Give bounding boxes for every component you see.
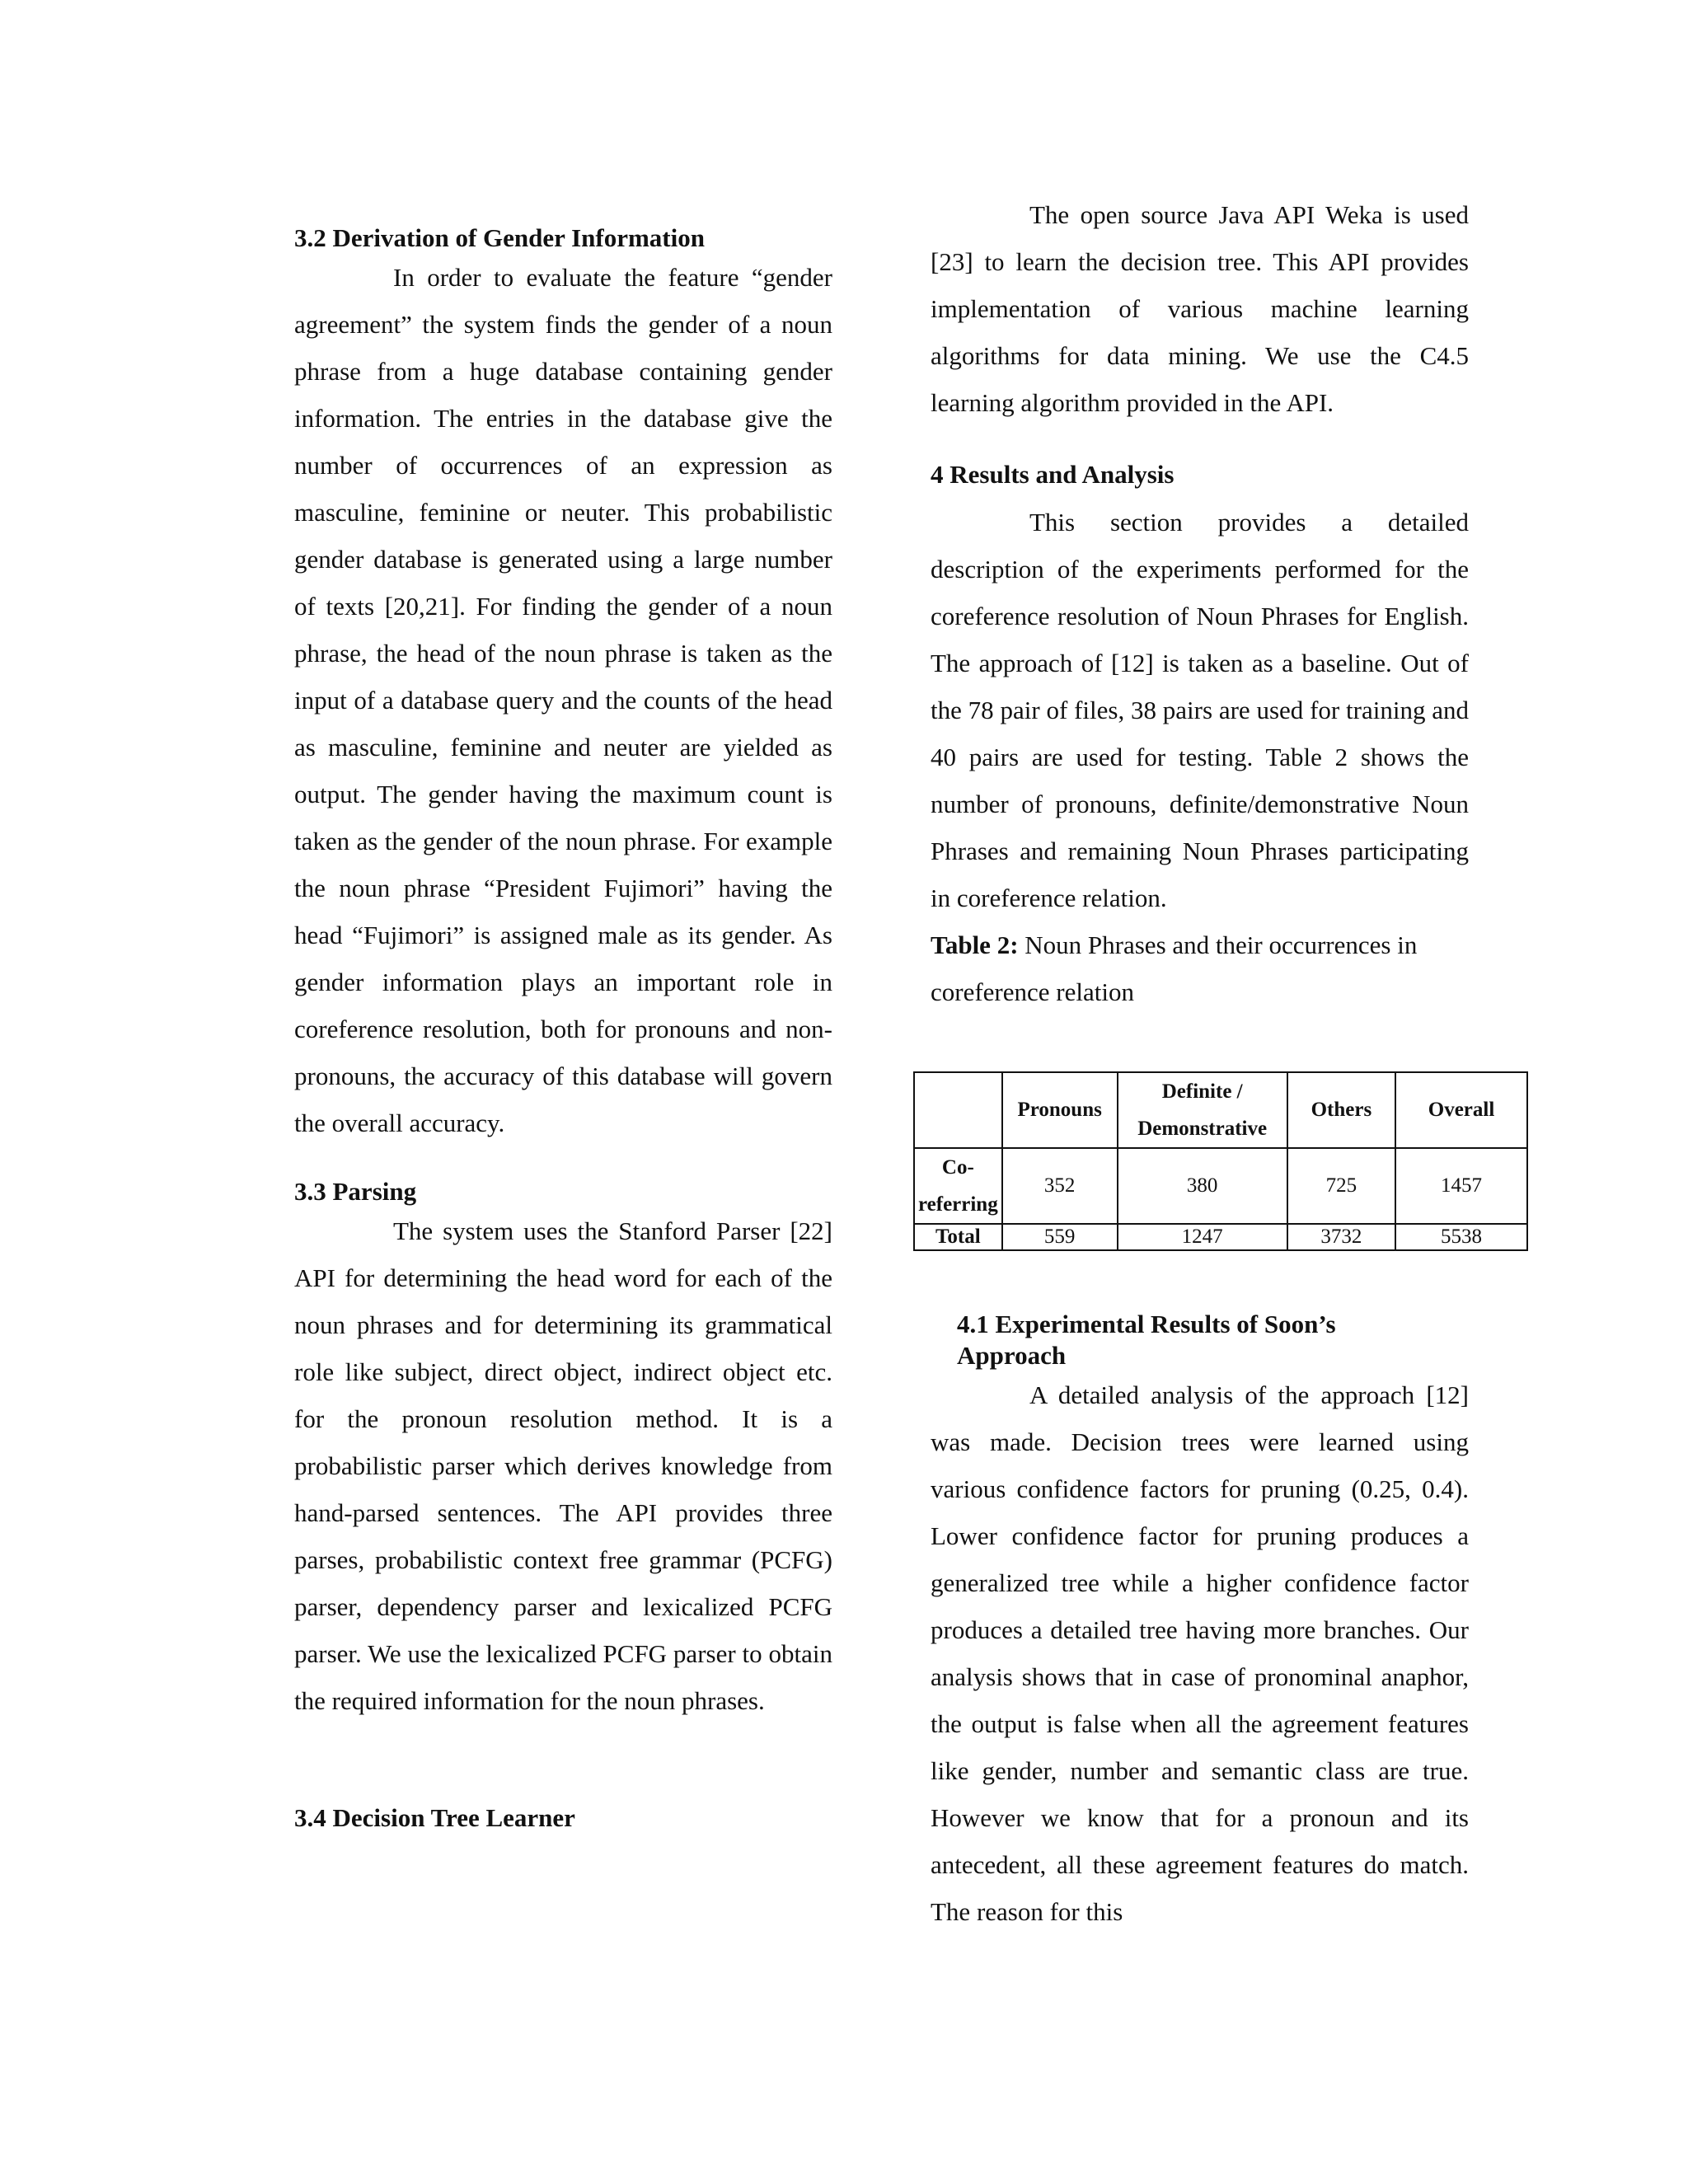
cell-total-pronouns: 559 [1002,1224,1118,1250]
table-header-row [914,1072,1527,1148]
table-caption-label: Table 2: [931,930,1019,959]
cell-coreferring-others: 725 [1287,1148,1395,1224]
table-row-total [914,1224,1527,1250]
row-label-line2: referring [918,1193,998,1216]
header-definite-line1: Definite / [1161,1080,1243,1103]
row-label-total: Total [914,1224,1002,1250]
header-others: Others [1287,1072,1395,1148]
cell-coreferring-definite: 380 [1118,1148,1287,1224]
section-3-4-heading: 3.4 Decision Tree Learner [294,1803,575,1832]
section-3-2-body: In order to evaluate the feature “gender agreement” the system finds the gender of a noun phrase from a huge database containing gender information. The entries in the database give the number of occurrences of an expression as masculine, feminine or neuter. This probabilistic gender database is generated using a large number of texts [20,21]. For finding the gender of a noun phrase, the head of the noun phrase is taken as the input of a database query and the counts of the head as masculine, feminine and neuter are yielded as output. The gender having the maximum count is taken as the gender of the noun phrase. For example the noun phrase “President Fujimori” having the head “Fujimori” is assigned male as its gender. As gender information plays an important role in coreference resolution, both for pronouns and non-pronouns, the accuracy of this database will govern the overall accuracy. [294,263,832,1137]
row-label-coreferring [914,1148,1002,1224]
cell-total-overall: 5538 [1395,1224,1527,1250]
cell-total-definite: 1247 [1118,1224,1287,1250]
left-column [294,223,832,1834]
cell-total-others: 3732 [1287,1224,1395,1250]
cell-coreferring-pronouns: 352 [1002,1148,1118,1224]
weka-paragraph: The open source Java API Weka is used [23] to learn the decision tree. This API provides implementation of various machine learning algorithms for data mining. We use the C4.5 learning algorithm provided in the API. [931,200,1469,417]
table-caption [931,921,1469,1015]
section-4-1-heading-line1: 4.1 Experimental Results of Soon’s [957,1310,1336,1338]
header-empty-cell [914,1072,1002,1148]
section-4-heading: 4 Results and Analysis [931,460,1175,489]
section-4-1-heading-line2: Approach [957,1341,1067,1370]
cell-coreferring-overall: 1457 [1395,1148,1527,1224]
section-4-body: This section provides a detailed description of the experiments performed for the coreference resolution of Noun Phrases for English. The approach of [12] is taken as a baseline. Out of the 78 pair of files, 38 pairs are used for training and 40 pairs are used for testing. Table 2 shows the number of pronouns, definite/demonstrative Noun Phrases and remaining Noun Phrases participating in coreference relation. [931,508,1469,912]
section-3-3-heading: 3.3 Parsing [294,1177,417,1206]
header-definite-line2: Demonstrative [1137,1118,1268,1140]
header-definite-demonstrative [1118,1072,1287,1148]
table-caption-text: Noun Phrases and their occurrences in coreference relation [931,930,1418,1006]
results-table [913,1071,1528,1251]
table-row-coreferring [914,1148,1527,1224]
header-overall: Overall [1395,1072,1527,1148]
section-4-1-body: A detailed analysis of the approach [12] was made. Decision trees were learned using various confidence factors for pruning (0.25, 0.4). Lower confidence factor for pruning produces a generalized tree while a higher confidence factor produces a detailed tree having more branches. Our analysis shows that in case of pronominal anaphor, the output is false when all the agreement features like gender, number and semantic class are true. However we know that for a pronoun and its antecedent, all these agreement features do match. The reason for this [931,1380,1469,1926]
right-column-bottom [931,1309,1469,1935]
section-4-1-heading [931,1309,1469,1371]
row-label-line1: Co- [941,1156,974,1179]
right-column-top [931,191,1469,1015]
section-3-2-heading: 3.2 Derivation of Gender Information [294,223,705,252]
header-pronouns: Pronouns [1002,1072,1118,1148]
section-3-3-body: The system uses the Stanford Parser [22] API for determining the head word for each of the noun phrases and for determining its grammatical role like subject, direct object, indirect object etc. for the pronoun resolution method. It is a probabilistic parser which derives knowledge from hand-parsed sentences. The API provides three parses, probabilistic context free grammar (PCFG) parser, dependency parser and lexicalized PCFG parser. We use the lexicalized PCFG parser to obtain the required information for the noun phrases. [294,1216,832,1715]
